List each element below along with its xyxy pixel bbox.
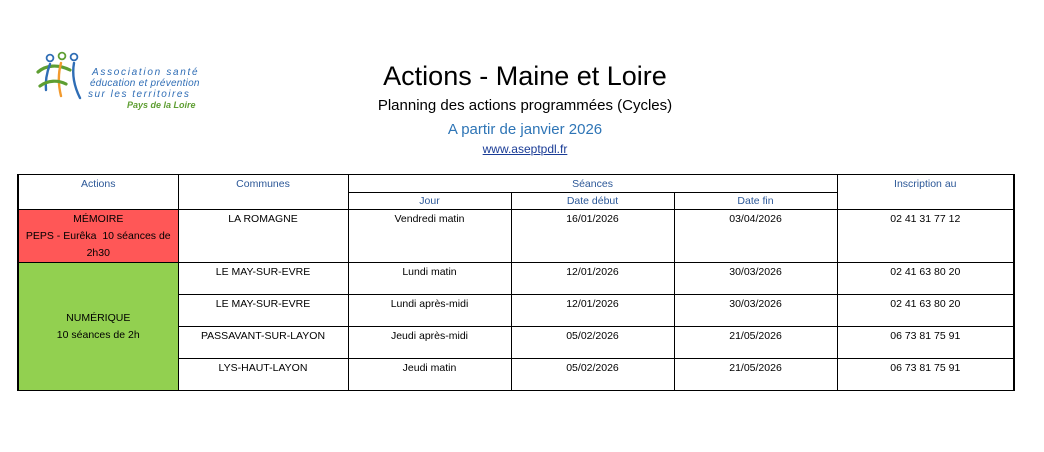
date-debut-cell: 05/02/2026 — [511, 327, 674, 359]
inscription-phone-cell: 02 41 63 80 20 — [837, 295, 1014, 327]
page-title: Actions - Maine et Loire — [383, 61, 667, 91]
logo-region: Pays de la Loire — [127, 100, 196, 110]
asept-logo — [36, 50, 206, 112]
date-fin-cell: 30/03/2026 — [674, 263, 837, 295]
start-date-notice: A partir de janvier 2026 — [447, 121, 603, 138]
logo-text-line-1: Association santé — [92, 67, 200, 78]
logo-text-line-2: éducation et prévention — [90, 78, 200, 89]
commune-cell: LA ROMAGNE — [178, 210, 348, 263]
column-header-inscription: Inscription au — [837, 175, 1014, 210]
date-debut-cell: 05/02/2026 — [511, 359, 674, 391]
jour-cell: Lundi matin — [348, 263, 511, 295]
commune-cell: PASSAVANT-SUR-LAYON — [178, 327, 348, 359]
inscription-phone-cell: 02 41 31 77 12 — [837, 210, 1014, 263]
people-figures-icon — [36, 50, 94, 102]
commune-cell: LYS-HAUT-LAYON — [178, 359, 348, 391]
website-line — [225, 142, 825, 156]
logo-text-line-3: sur les territoires — [88, 89, 191, 100]
inscription-phone-cell: 06 73 81 75 91 — [837, 327, 1014, 359]
jour-cell: Jeudi après-midi — [348, 327, 511, 359]
column-header-date-fin: Date fin — [674, 193, 837, 210]
column-header-jour: Jour — [348, 193, 511, 210]
header-row — [18, 175, 1014, 193]
action-detail: PEPS - Eurêka 10 séances de 2h30 — [25, 229, 174, 259]
date-fin-cell: 30/03/2026 — [674, 295, 837, 327]
table-row — [18, 263, 1014, 295]
commune-cell: LE MAY-SUR-EVRE — [178, 295, 348, 327]
action-name: MÉMOIRE — [73, 212, 124, 225]
jour-cell: Vendredi matin — [348, 210, 511, 263]
date-debut-cell: 12/01/2026 — [511, 263, 674, 295]
page-subtitle: Planning des actions programmées (Cycles) — [377, 97, 673, 114]
date-debut-cell: 16/01/2026 — [511, 210, 674, 263]
actions-table — [17, 174, 1015, 391]
action-name: NUMÉRIQUE — [66, 311, 131, 324]
jour-cell: Jeudi matin — [348, 359, 511, 391]
website-link[interactable]: www.aseptpdl.fr — [482, 142, 568, 156]
column-header-seances: Séances — [348, 175, 837, 193]
action-detail: 10 séances de 2h — [56, 328, 140, 341]
action-cell-numerique — [18, 263, 178, 391]
action-cell-memoire — [18, 210, 178, 263]
commune-cell: LE MAY-SUR-EVRE — [178, 263, 348, 295]
jour-cell: Lundi après-midi — [348, 295, 511, 327]
table-row — [18, 210, 1014, 263]
column-header-actions: Actions — [18, 175, 178, 210]
date-debut-cell: 12/01/2026 — [511, 295, 674, 327]
inscription-phone-cell: 02 41 63 80 20 — [837, 263, 1014, 295]
date-fin-cell: 21/05/2026 — [674, 327, 837, 359]
date-fin-cell: 03/04/2026 — [674, 210, 837, 263]
date-fin-cell: 21/05/2026 — [674, 359, 837, 391]
inscription-phone-cell: 06 73 81 75 91 — [837, 359, 1014, 391]
column-header-communes: Communes — [178, 175, 348, 210]
column-header-date-debut: Date début — [511, 193, 674, 210]
